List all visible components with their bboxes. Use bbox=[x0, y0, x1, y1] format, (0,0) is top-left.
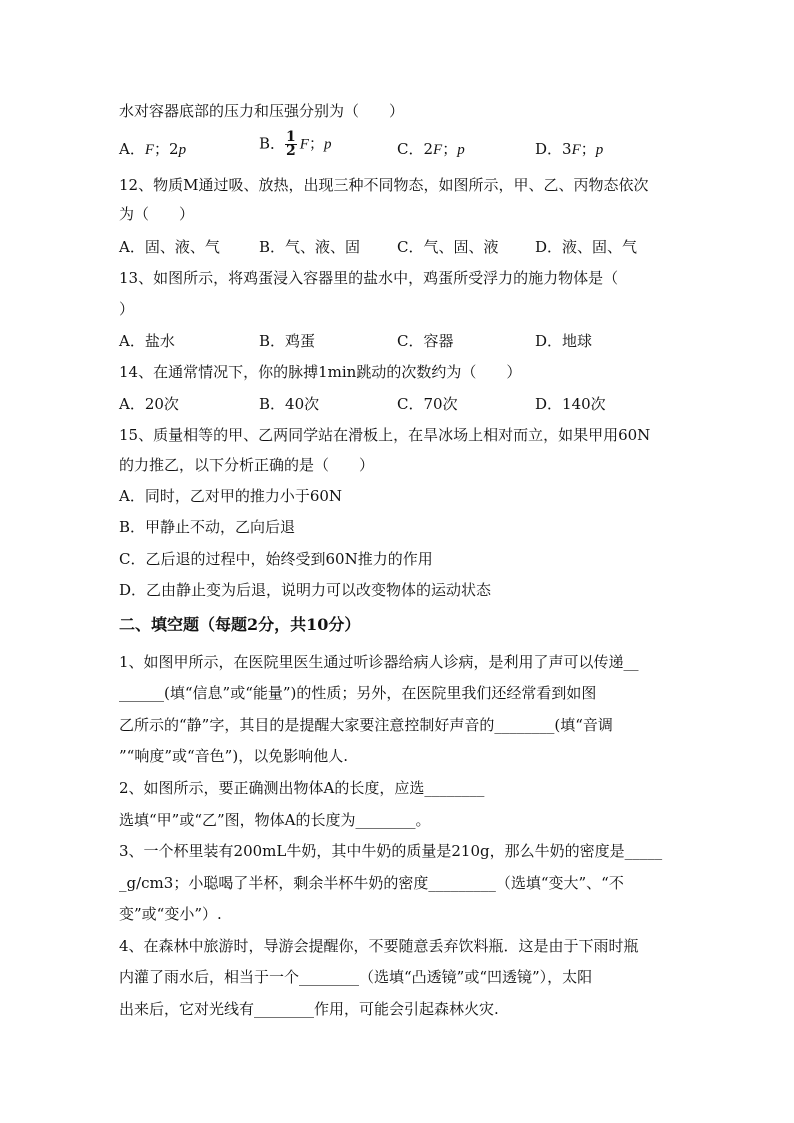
fill-q3-line-1: 3、一个杯里装有200mL牛奶，其中牛奶的质量是210g，那么牛奶的密度是_____ bbox=[119, 842, 663, 860]
q15-option-b: B．甲静止不动，乙向后退 bbox=[119, 518, 296, 536]
q13-option-c: C．容器 bbox=[397, 332, 454, 350]
q12-option-a: A．固、液、气 bbox=[119, 238, 220, 256]
fill-q3-line-2: _g/cm3；小聪喝了半杯，剩余半杯牛奶的密度_________（选填“变大”、“不 bbox=[119, 874, 624, 892]
q11-stem-tail: 水对容器底部的压力和压强分别为（ ） bbox=[119, 102, 405, 120]
q13-options bbox=[119, 330, 679, 352]
q12-line-1: 12、物质M通过吸、放热，出现三种不同物态，如图所示，甲、乙、丙物态依次 bbox=[119, 176, 649, 194]
q11-option-a: A．F；2p bbox=[119, 140, 187, 158]
q15-option-a: A．同时，乙对甲的推力小于60N bbox=[119, 487, 343, 505]
fill-q1-line-2: ______(填“信息”或“能量”)的性质；另外，在医院里我们还经常看到如图 bbox=[119, 684, 597, 702]
fill-q3-line-3: 变”或“变小”）. bbox=[119, 905, 222, 923]
q14-options bbox=[119, 393, 679, 415]
q12-option-b: B．气、液、固 bbox=[259, 238, 361, 256]
fill-q2-line-2: 选填“甲”或“乙”图，物体A的长度为________。 bbox=[119, 811, 431, 829]
fill-q2-line-1: 2、如图所示，要正确测出物体A的长度，应选________ bbox=[119, 779, 485, 797]
q15-option-c: C．乙后退的过程中，始终受到60N推力的作用 bbox=[119, 550, 433, 568]
q15-option-d: D．乙由静止变为后退，说明力可以改变物体的运动状态 bbox=[119, 581, 492, 599]
q13-option-b: B．鸡蛋 bbox=[259, 332, 316, 350]
q12-options bbox=[119, 236, 679, 258]
q14-option-b: B．40次 bbox=[259, 395, 320, 413]
q14-option-d: D．140次 bbox=[535, 395, 606, 413]
q12-line-2: 为（ ） bbox=[119, 205, 195, 223]
fill-q4-line-3: 出来后，它对光线有________作用，可能会引起森林火灾. bbox=[119, 1000, 499, 1018]
q11-option-b: B． $\frac{1}{2}$ F；p bbox=[259, 129, 332, 159]
fill-q1-line-1: 1、如图甲所示，在医院里医生通过听诊器给病人诊病，是利用了声可以传递__ bbox=[119, 653, 639, 671]
fill-q4-line-1: 4、在森林中旅游时，导游会提醒你，不要随意丢弃饮料瓶．这是由于下雨时瓶 bbox=[119, 937, 639, 955]
q14-line-1: 14、在通常情况下，你的脉搏1min跳动的次数约为（ ） bbox=[119, 363, 522, 381]
q11-options bbox=[119, 129, 679, 160]
q12-option-c: C．气、固、液 bbox=[397, 238, 499, 256]
q14-option-a: A．20次 bbox=[119, 395, 179, 413]
section-heading-fill-blank: 二、填空题（每题2分，共10分） bbox=[119, 615, 361, 634]
q13-line-2: ） bbox=[119, 300, 135, 318]
q13-option-a: A．盐水 bbox=[119, 332, 175, 350]
q14-option-c: C．70次 bbox=[397, 395, 458, 413]
q12-option-d: D．液、固、气 bbox=[535, 238, 638, 256]
fraction-half: $\frac{1}{2}$ bbox=[286, 129, 296, 159]
q13-option-d: D．地球 bbox=[535, 332, 593, 350]
fill-q1-line-3: 乙所示的“静”字，其目的是提醒大家要注意控制好声音的________(填“音调 bbox=[119, 716, 613, 734]
q13-line-1: 13、如图所示，将鸡蛋浸入容器里的盐水中，鸡蛋所受浮力的施力物体是（ bbox=[119, 269, 619, 287]
q15-line-1: 15、质量相等的甲、乙两同学站在滑板上，在旱冰场上相对而立，如果甲用60N bbox=[119, 426, 651, 444]
q15-line-2: 的力推乙，以下分析正确的是（ ） bbox=[119, 456, 375, 474]
fill-q1-line-4: ”“响度”或“音色”)，以免影响他人. bbox=[119, 747, 348, 765]
q11-option-d: D．3F；p bbox=[535, 140, 604, 158]
q11-option-c: C．2F；p bbox=[397, 140, 465, 158]
fill-q4-line-2: 内灌了雨水后，相当于一个________（选填“凸透镜”或“凹透镜”），太阳 bbox=[119, 968, 593, 986]
